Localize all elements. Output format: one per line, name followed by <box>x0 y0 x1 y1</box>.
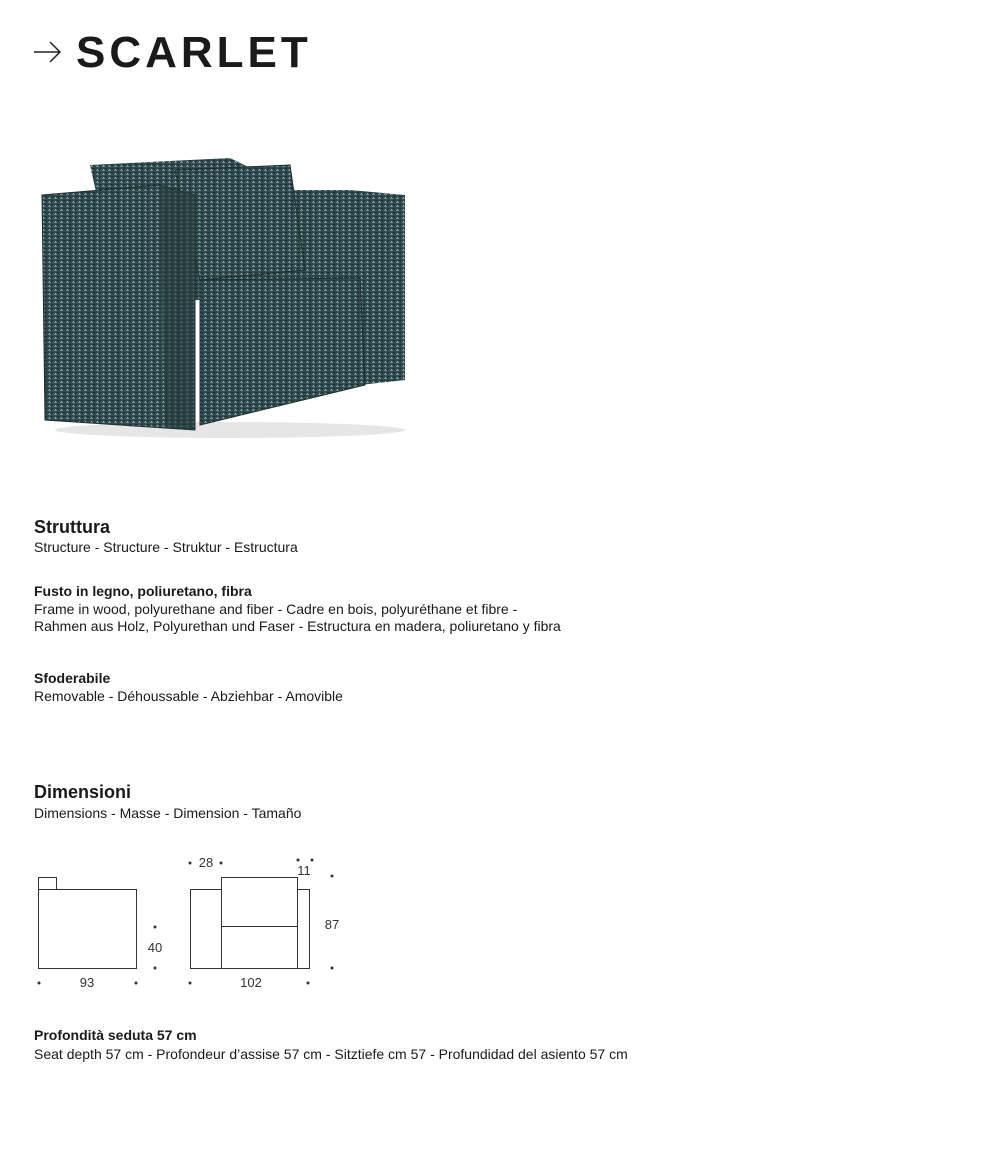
front-view-back <box>222 878 298 927</box>
structure-subheading: Structure - Structure - Struktur - Estructura <box>34 539 298 555</box>
front-view-left-arm <box>191 890 222 969</box>
dimension-diagram <box>0 850 360 1000</box>
frame-line1: Frame in wood, polyurethane and fiber - Cadre en bois, polyuréthane et fibre - <box>34 601 518 617</box>
side-view-back <box>39 878 57 890</box>
total-height-label: 87 <box>324 917 340 932</box>
arrow-right-icon <box>34 40 62 64</box>
side-view-body <box>39 890 137 969</box>
arm-width-label: 28 <box>198 855 214 870</box>
structure-heading: Struttura <box>34 517 110 537</box>
seat-depth-title: Profondità seduta 57 cm <box>34 1027 197 1043</box>
front-width-label: 102 <box>240 975 262 990</box>
dimensions-heading: Dimensioni <box>34 782 132 802</box>
front-view-seat <box>222 927 298 969</box>
dimensions-subheading: Dimensions - Masse - Dimension - Tamaño <box>34 805 302 821</box>
seat-depth-text: Seat depth 57 cm - Profondeur d’assise 57 cm - Sitztiefe cm 57 - Profundidad del asiento 57 cm <box>34 1046 628 1062</box>
frame-title: Fusto in legno, poliuretano, fibra <box>34 583 252 599</box>
seat-height-label: 40 <box>147 940 163 955</box>
removable-title: Sfoderabile <box>34 670 111 686</box>
back-depth-label: 11 <box>297 863 311 878</box>
removable-text: Removable - Déhoussable - Abziehbar - Amovible <box>34 688 343 704</box>
page-title: SCARLET <box>76 28 312 77</box>
side-depth-label: 93 <box>79 975 95 990</box>
product-image <box>30 150 410 445</box>
frame-line2: Rahmen aus Holz, Polyurethan und Faser - Estructura en madera, poliuretano y fibra <box>34 618 561 634</box>
front-view-right-arm <box>298 890 310 969</box>
